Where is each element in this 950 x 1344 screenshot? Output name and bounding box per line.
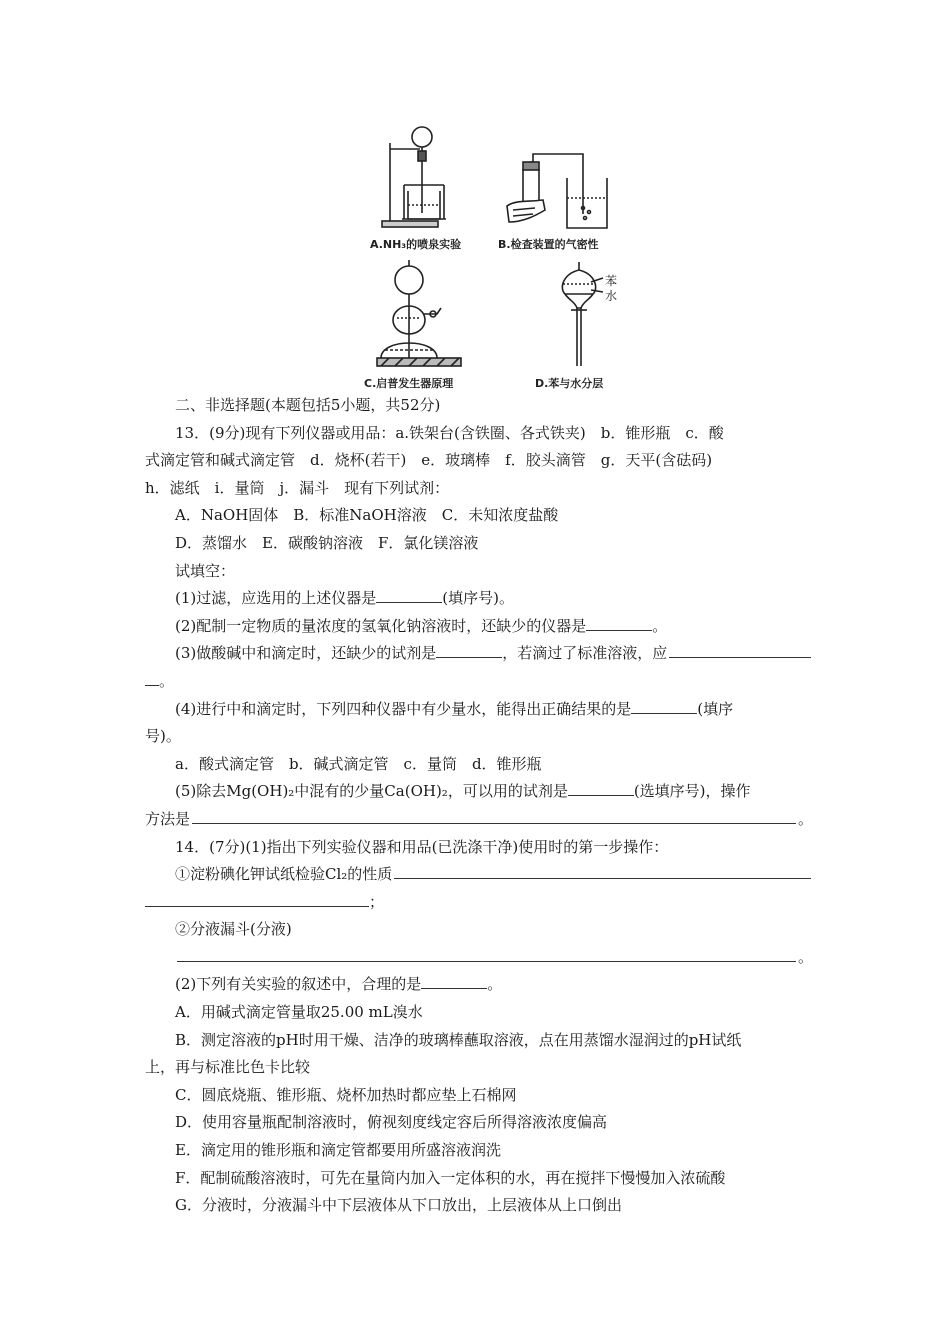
q14-option-d: D．使用容量瓶配制溶液时，俯视刻度线定容后所得溶液浓度偏高 bbox=[175, 1113, 608, 1132]
q14-option-b: B．测定溶液的pH时用干燥、洁净的玻璃棒蘸取溶液，点在用蒸馏水湿润过的pH试纸 bbox=[175, 1030, 742, 1049]
figure-d-separatory-funnel bbox=[555, 260, 605, 370]
q13-fill-prompt: 试填空： bbox=[175, 561, 236, 580]
section-heading: 二、非选择题(本题包括5小题，共52分) bbox=[175, 396, 441, 414]
q13-part3: (3)做酸碱中和滴定时，还缺少的试剂是 ，若滴过了标准溶液，应 bbox=[145, 640, 813, 668]
figure-c-kipp-generator bbox=[375, 258, 470, 370]
q13-stem-line2: 式滴定管和碱式滴定管 d．烧杯(若干) e．玻璃棒 f．胶头滴管 g．天平(含砝码) bbox=[145, 451, 713, 470]
q14-item1: ①淀粉碘化钾试纸检验Cl₂的性质 bbox=[145, 861, 813, 889]
figure-d-caption: D.苯与水分层 bbox=[535, 377, 604, 390]
figure-d-label-benzene: 苯 bbox=[605, 274, 618, 288]
q13-part4-options: a．酸式滴定管 b．碱式滴定管 c．量筒 d．锥形瓶 bbox=[175, 754, 542, 773]
answer-blank bbox=[192, 807, 796, 824]
answer-blank bbox=[631, 699, 697, 714]
q14-item2-cont: 。 bbox=[145, 944, 813, 972]
q14-option-b-cont: 上，再与标准比色卡比较 bbox=[145, 1058, 311, 1077]
figure-d-label-water: 水 bbox=[605, 289, 618, 303]
q13-part3-cont: 。 bbox=[145, 668, 813, 696]
figure-b-airtightness-apparatus bbox=[505, 148, 615, 233]
q13-reagents-line1: A．NaOH固体 B．标准NaOH溶液 C．未知浓度盐酸 bbox=[175, 506, 559, 525]
figure-a-caption: A.NH₃的喷泉实验 bbox=[370, 238, 462, 251]
figure-b-caption: B.检查装置的气密性 bbox=[498, 238, 599, 251]
q13-stem-line3: h．滤纸 i．量筒 j．漏斗 现有下列试剂： bbox=[145, 478, 450, 497]
question-text bbox=[145, 392, 813, 1220]
q14-option-f: F．配制硫酸溶液时，可先在量筒内加入一定体积的水，再在搅拌下慢慢加入浓硫酸 bbox=[175, 1168, 726, 1187]
q13-part5-cont: 方法是 。 bbox=[145, 806, 813, 834]
q13-part1: (1)过滤，应选用的上述仪器是 (填序号)。 bbox=[175, 589, 514, 608]
q13-part2: (2)配制一定物质的量浓度的氢氧化钠溶液时，还缺少的仪器是 。 bbox=[175, 616, 668, 635]
answer-blank bbox=[145, 671, 159, 686]
q13-reagents-line2: D．蒸馏水 E．碳酸钠溶液 F．氯化镁溶液 bbox=[175, 533, 479, 552]
answer-blank bbox=[376, 588, 442, 603]
answer-blank bbox=[394, 862, 811, 879]
answer-blank bbox=[586, 616, 652, 631]
q14-stem: 14．(7分)(1)指出下列实验仪器和用品(已洗涤干净)使用时的第一步操作： bbox=[175, 837, 669, 856]
answer-blank bbox=[421, 974, 487, 989]
q14-item2: ②分液漏斗(分液) bbox=[175, 920, 292, 939]
answer-blank bbox=[145, 892, 369, 907]
q14-option-g: G．分液时，分液漏斗中下层液体从下口放出，上层液体从上口倒出 bbox=[175, 1196, 622, 1215]
figure-c-caption: C.启普发生器原理 bbox=[364, 377, 454, 390]
apparatus-figures bbox=[0, 0, 950, 400]
q13-stem-line1: 13．(9分)现有下列仪器或用品：a.铁架台(含铁圈、各式铁夹) b．锥形瓶 c．酸 bbox=[175, 423, 724, 442]
answer-blank bbox=[436, 643, 502, 658]
q13-part5: (5)除去Mg(OH)₂中混有的少量Ca(OH)₂，可以用的试剂是 (选填序号)，操作 bbox=[175, 782, 751, 801]
q13-part4-cont: 号)。 bbox=[145, 727, 181, 746]
q14-option-e: E．滴定用的锥形瓶和滴定管都要用所盛溶液润洗 bbox=[175, 1141, 501, 1160]
q14-option-a: A．用碱式滴定管量取25.00 mL溴水 bbox=[175, 1003, 423, 1022]
answer-blank bbox=[669, 641, 811, 658]
q14-item1-cont: ； bbox=[145, 889, 813, 917]
q14-part2: (2)下列有关实验的叙述中，合理的是 。 bbox=[175, 975, 503, 994]
q13-part4: (4)进行中和滴定时，下列四种仪器中有少量水，能得出正确结果的是 (填序 bbox=[175, 699, 734, 718]
figure-a-fountain-apparatus bbox=[380, 125, 470, 230]
answer-blank bbox=[568, 781, 634, 796]
q14-option-c: C．圆底烧瓶、锥形瓶、烧杯加热时都应垫上石棉网 bbox=[175, 1085, 517, 1104]
answer-blank bbox=[177, 945, 796, 962]
